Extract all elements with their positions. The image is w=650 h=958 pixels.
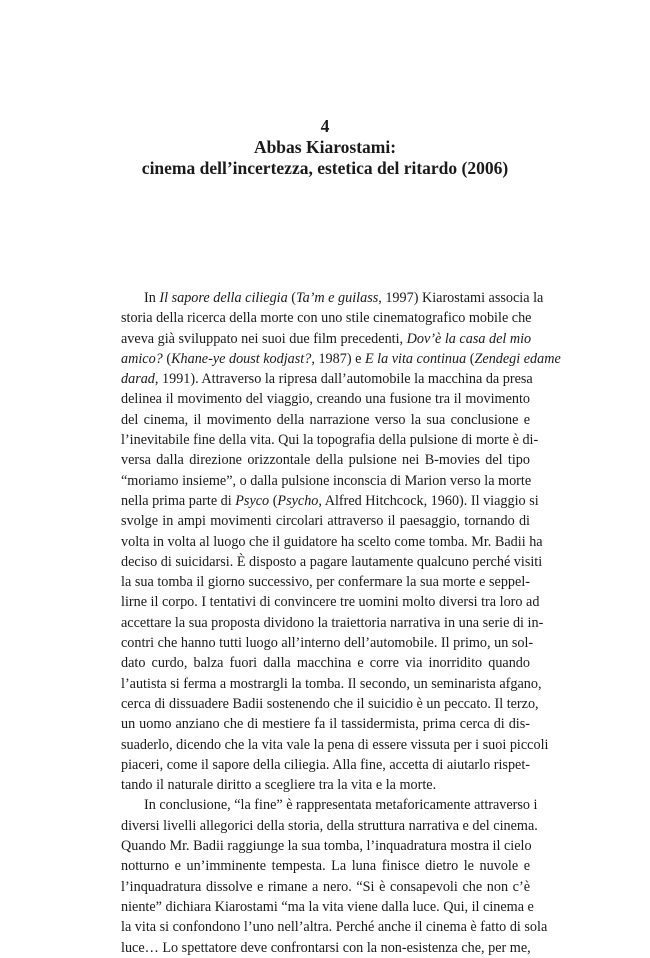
- text-line: svolge in ampi movimenti circolari attraverso il paesaggio, tornando di: [121, 513, 530, 530]
- text-line: suaderlo, dicendo che la vita vale la pena di essere vissuta per i suoi piccoli: [121, 736, 549, 753]
- text-line: tando il naturale diritto a scegliere tra la vita e la morte.: [121, 777, 437, 794]
- text-line: amico? (Khane-ye doust kodjast?, 1987) e E la vita continua (Zendegi edame: [121, 350, 561, 367]
- chapter-heading: [0, 116, 650, 179]
- chapter-title-line-1: Abbas Kiarostami:: [253, 137, 397, 157]
- body-text: [121, 288, 561, 958]
- text-line: storia della ricerca della morte con uno stile cinematografico mobile che: [121, 310, 532, 327]
- paragraph: [121, 288, 561, 795]
- text-line: volta in volta al luogo che il guidatore ha scelto come tomba. Mr. Badii ha: [121, 533, 543, 550]
- text-line: diversi livelli allegorici della storia, della struttura narrativa e del cinema.: [121, 817, 538, 834]
- text-line: accettare la sua proposta dividono la traiettoria narrativa in una serie di in-: [121, 614, 544, 631]
- text-line: contri che hanno tutti luogo all’interno dell’automobile. Il primo, un sol-: [121, 635, 534, 652]
- text-line: lirne il corpo. I tentativi di convincere tre uomini molto diversi tra loro ad: [121, 594, 540, 611]
- text-line: aveva già sviluppato nei suoi due film precedenti, Dov’è la casa del mio: [121, 330, 532, 347]
- text-line: notturno e un’imminente tempesta. La luna finisce dietro le nuvole e: [121, 858, 530, 875]
- text-line: la sua tomba il giorno successivo, per confermare la sua morte e seppel-: [121, 574, 530, 591]
- text-line: In conclusione, “la fine” è rappresentata metaforicamente attraverso i: [144, 797, 538, 814]
- text-line: “moriamo insieme”, o dalla pulsione inconscia di Marion verso la morte: [121, 472, 532, 489]
- chapter-number: 4: [320, 116, 330, 136]
- text-line: Quando Mr. Badii raggiunge la sua tomba, l’inquadratura mostra il cielo: [121, 838, 532, 855]
- text-line: darad, 1991). Attraverso la ripresa dall’automobile la macchina da presa: [121, 371, 533, 388]
- chapter-title-line-2: cinema dell’incertezza, estetica del ritardo (2006): [141, 158, 509, 178]
- paragraph: [121, 795, 548, 957]
- text-line: l’inquadratura dissolve e rimane a nero. “Si è consapevoli che non c’è: [121, 878, 530, 895]
- text-line: nella prima parte di Psyco (Psycho, Alfred Hitchcock, 1960). Il viaggio si: [121, 492, 539, 509]
- text-line: deciso di suicidarsi. È disposto a pagare lautamente qualcuno perché visiti: [121, 553, 543, 570]
- text-line: l’inevitabile fine della vita. Qui la topografia della pulsione di morte è di-: [121, 432, 539, 449]
- text-line: un uomo anziano che di mestiere fa il tassidermista, prima cerca di dis-: [121, 716, 530, 733]
- text-line: del cinema, il movimento della narrazione verso la sua conclusione e: [121, 411, 530, 428]
- text-line: versa dalla direzione orizzontale della pulsione nei B-movies del tipo: [121, 452, 530, 469]
- text-line: delinea il movimento del viaggio, creando una fusione tra il movimento: [121, 391, 530, 408]
- text-line: In Il sapore della ciliegia (Ta’m e guilass, 1997) Kiarostami associa la: [144, 290, 544, 306]
- text-line: la vita si confondono l’uno nell’altra. Perché anche il cinema è fatto di sola: [121, 919, 548, 936]
- text-line: dato curdo, balza fuori dalla macchina e corre via inorridito quando: [121, 655, 530, 672]
- text-line: piaceri, come il sapore della ciliegia. Alla fine, accetta di aiutarlo rispet-: [121, 756, 530, 773]
- text-line: cerca di dissuadere Badii sostenendo che il suicidio è un peccato. Il terzo,: [121, 695, 539, 712]
- text-line: niente” dichiara Kiarostami “ma la vita viene dalla luce. Qui, il cinema e: [121, 898, 534, 915]
- text-line: luce… Lo spettatore deve confrontarsi con la non-esistenza che, per me,: [121, 939, 531, 956]
- text-line: l’autista si ferma a mostrargli la tomba. Il secondo, un seminarista afgano,: [121, 675, 542, 692]
